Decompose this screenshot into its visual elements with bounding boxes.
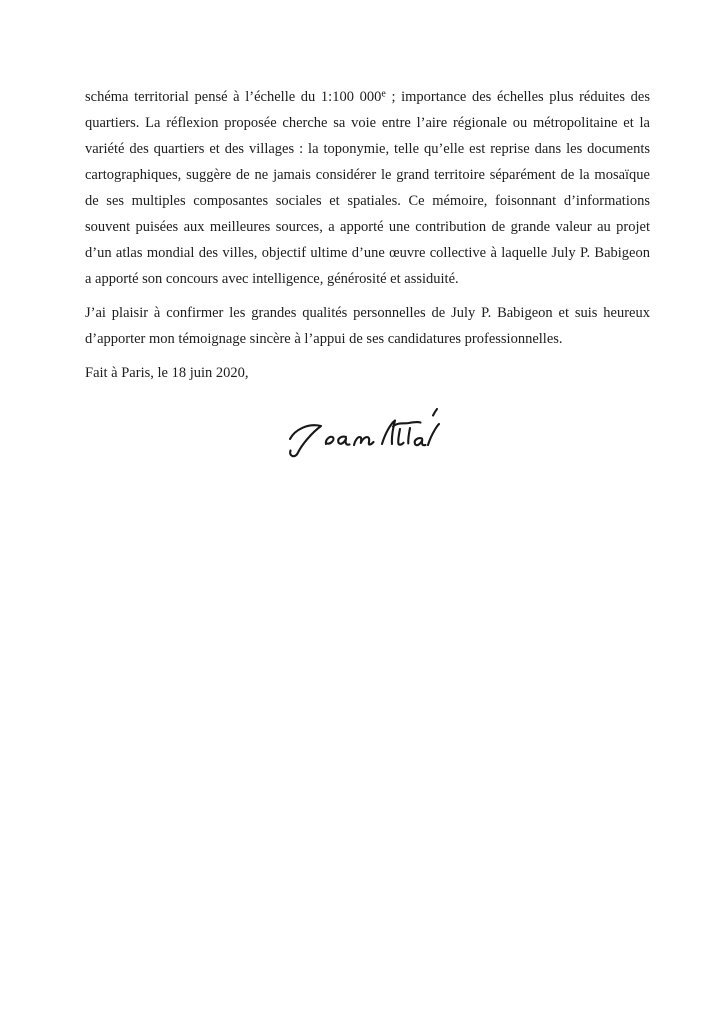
text-line: a apporté son concours avec intelligence, générosité et assiduité. xyxy=(85,271,459,287)
letter-body xyxy=(85,84,650,394)
text-line: quartiers. La réflexion proposée cherche sa voie entre l’aire régionale ou métropolitaine et la xyxy=(85,115,650,131)
text-line: de ses multiples composantes sociales et spatiales. Ce mémoire, foisonnant d’informations xyxy=(85,193,650,209)
text-line: cartographiques, suggère de ne jamais considérer le grand territoire séparément de la mosaïque xyxy=(85,167,650,183)
signature-handwriting-jean-attali xyxy=(280,393,456,471)
signature-block xyxy=(280,393,456,471)
superscript-exponent: e xyxy=(381,88,386,100)
paragraph-1 xyxy=(85,84,650,292)
text-line xyxy=(85,84,650,110)
text-run: schéma territorial pensé à l’échelle du 1:100 000 xyxy=(85,89,382,105)
text-line: variété des quartiers et des villages : la toponymie, telle qu’elle est reprise dans les documents xyxy=(85,141,650,157)
text-line: souvent puisées aux meilleures sources, a apporté une contribution de grande valeur au projet xyxy=(85,219,650,235)
text-line: d’un atlas mondial des villes, objectif ultime d’une œuvre collective à laquelle July P. Babigeon xyxy=(85,245,650,261)
text-line: d’apporter mon témoignage sincère à l’appui de ses candidatures professionnelles. xyxy=(85,331,563,347)
paragraph-2 xyxy=(85,300,650,352)
text-run: ; importance des échelles plus réduites des xyxy=(385,89,650,105)
text-line: J’ai plaisir à confirmer les grandes qualités personnelles de July P. Babigeon et suis heureux xyxy=(85,305,650,321)
dateline: Fait à Paris, le 18 juin 2020, xyxy=(85,365,249,381)
